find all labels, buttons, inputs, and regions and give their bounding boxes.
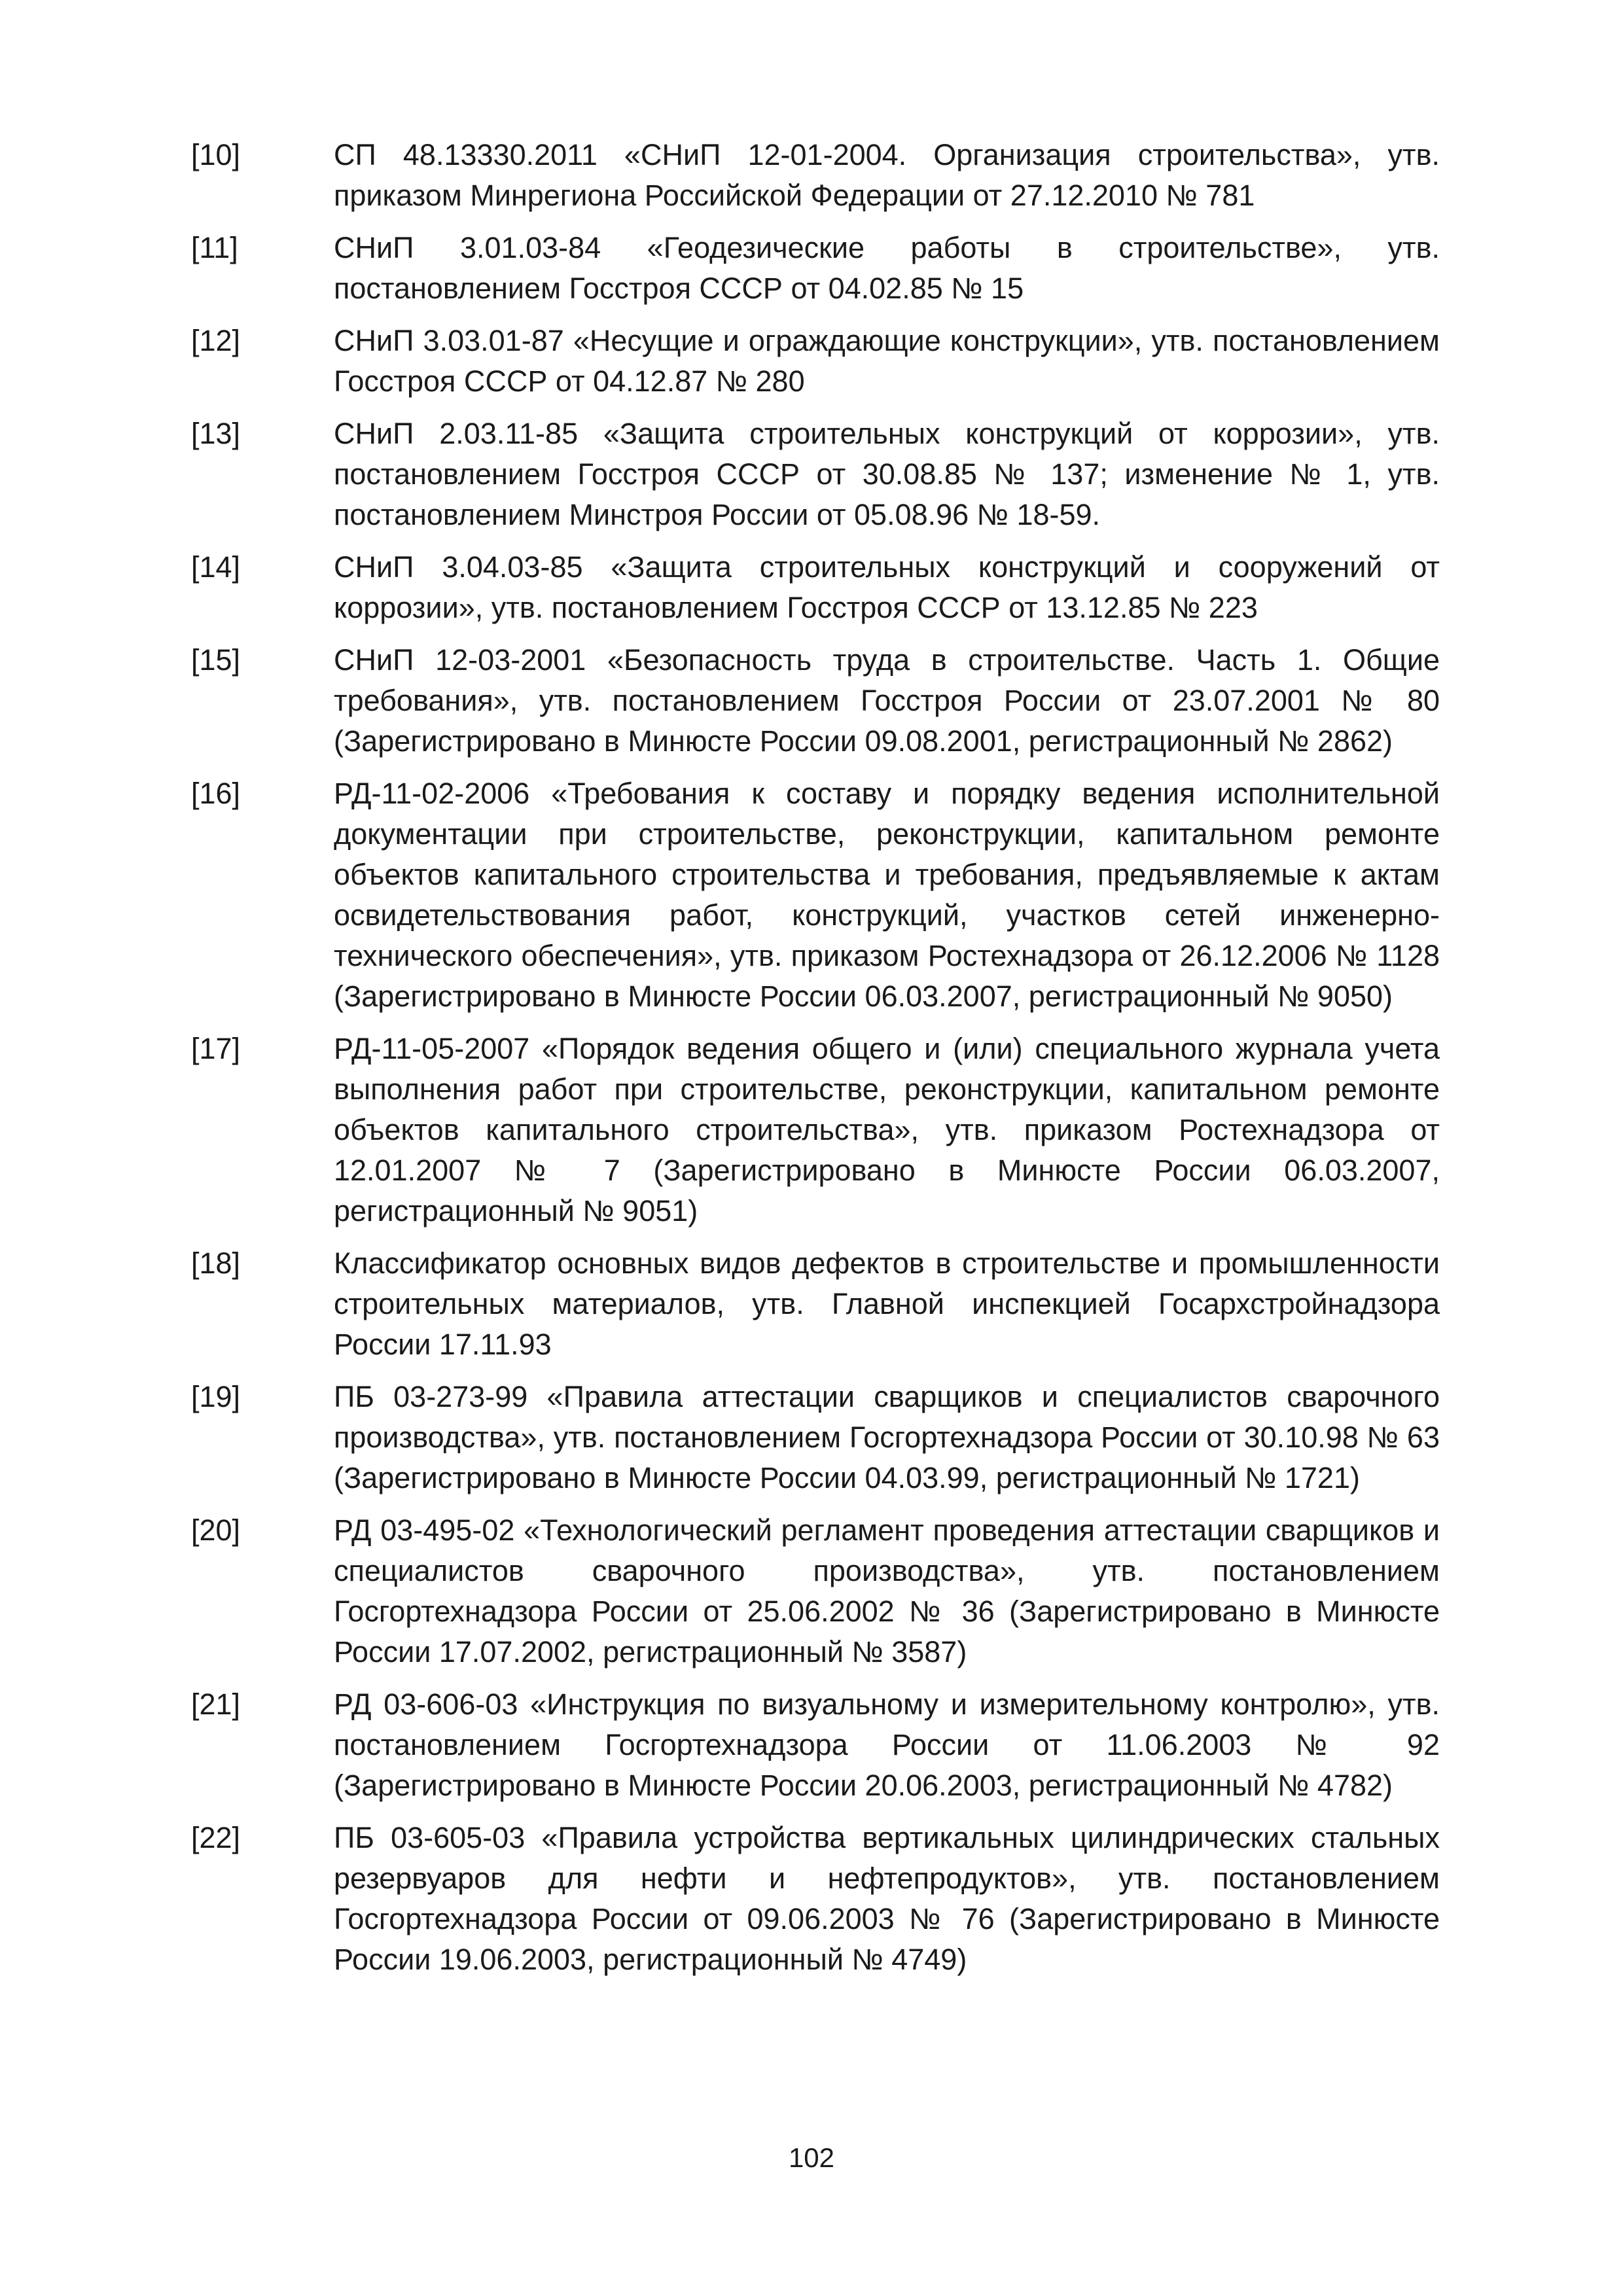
reference-text: РД-11-02-2006 «Требования к составу и порядку ведения исполнительной документации при строительстве, реконструкции, капитальном ремонте объектов капитального строительства и требования, предъявляемые к актам освидетельствования работ, конструкций, участков сетей инженерно-технического обеспечения», утв. приказом Ростехнадзора от 26.12.2006 № 1128 (Зарегистрировано в Минюсте России 06.03.2007, регистрационный № 9050)	[334, 777, 1440, 1013]
reference-number: [21]	[191, 1687, 241, 1721]
reference-number: [17]	[191, 1032, 241, 1065]
reference-item	[191, 1684, 1440, 1806]
page-number: 102	[788, 2142, 835, 2173]
reference-item	[191, 228, 1440, 309]
reference-number: [15]	[191, 643, 241, 677]
reference-number: [18]	[191, 1246, 241, 1280]
reference-item	[191, 1510, 1440, 1672]
reference-item	[191, 1243, 1440, 1365]
reference-list	[191, 135, 1440, 1992]
reference-item	[191, 321, 1440, 402]
reference-text: ПБ 03-273-99 «Правила аттестации сварщиков и специалистов сварочного производства», утв. постановлением Госгортехнадзора России от 30.10.98 № 63 (Зарегистрировано в Минюсте России 04.03.99, регистрационный № 1721)	[334, 1380, 1440, 1494]
reference-item	[191, 547, 1440, 628]
reference-number: [10]	[191, 138, 241, 171]
reference-text: СНиП 12-03-2001 «Безопасность труда в строительстве. Часть 1. Общие требования», утв. постановлением Госстроя России от 23.07.2001 № 80 (Зарегистрировано в Минюсте России 09.08.2001, регистрационный № 2862)	[334, 643, 1440, 758]
reference-item	[191, 773, 1440, 1017]
reference-text: СНиП 3.03.01-87 «Несущие и ограждающие конструкции», утв. постановлением Госстроя СССР от 04.12.87 № 280	[334, 324, 1440, 398]
reference-item	[191, 414, 1440, 535]
reference-number: [19]	[191, 1380, 241, 1413]
reference-text: ПБ 03-605-03 «Правила устройства вертикальных цилиндрических стальных резервуаров для нефти и нефтепродуктов», утв. постановлением Госгортехнадзора России от 09.06.2003 № 76 (Зарегистрировано в Минюсте России 19.06.2003, регистрационный № 4749)	[334, 1821, 1440, 1976]
reference-text: СНиП 3.04.03-85 «Защита строительных конструкций и сооружений от коррозии», утв. постановлением Госстроя СССР от 13.12.85 № 223	[334, 550, 1440, 624]
reference-number: [22]	[191, 1821, 241, 1854]
reference-text: СНиП 2.03.11-85 «Защита строительных конструкций от коррозии», утв. постановлением Госстроя СССР от 30.08.85 № 137; изменение № 1, утв. постановлением Минстроя России от 05.08.96 № 18-59.	[334, 417, 1440, 531]
reference-text: РД-11-05-2007 «Порядок ведения общего и (или) специального журнала учета выполнения работ при строительстве, реконструкции, капитальном ремонте объектов капитального строительства», утв. приказом Ростехнадзора от 12.01.2007 № 7 (Зарегистрировано в Минюсте России 06.03.2007, регистрационный № 9051)	[334, 1032, 1440, 1227]
reference-number: [11]	[191, 231, 238, 264]
reference-number: [20]	[191, 1513, 241, 1547]
reference-item	[191, 135, 1440, 216]
reference-number: [12]	[191, 324, 241, 357]
reference-number: [13]	[191, 417, 241, 450]
reference-text: СНиП 3.01.03-84 «Геодезические работы в строительстве», утв. постановлением Госстроя СССР от 04.02.85 № 15	[334, 231, 1440, 305]
reference-text: РД 03-606-03 «Инструкция по визуальному и измерительному контролю», утв. постановлением Госгортехнадзора России от 11.06.2003 № 92 (Зарегистрировано в Минюсте России 20.06.2003, регистрационный № 4782)	[334, 1687, 1440, 1802]
reference-text: СП 48.13330.2011 «СНиП 12-01-2004. Организация строительства», утв. приказом Минрегиона Российской Федерации от 27.12.2010 № 781	[334, 138, 1440, 212]
reference-text: Классификатор основных видов дефектов в строительстве и промышленности строительных материалов, утв. Главной инспекцией Госархстройнадзора России 17.11.93	[334, 1246, 1440, 1361]
reference-item	[191, 1818, 1440, 1980]
reference-number: [16]	[191, 777, 241, 810]
reference-item	[191, 1029, 1440, 1231]
reference-number: [14]	[191, 550, 241, 584]
reference-item	[191, 1377, 1440, 1498]
reference-item	[191, 640, 1440, 762]
reference-text: РД 03-495-02 «Технологический регламент проведения аттестации сварщиков и специалистов сварочного производства», утв. постановлением Госгортехнадзора России от 25.06.2002 № 36 (Зарегистрировано в Минюсте России 17.07.2002, регистрационный № 3587)	[334, 1513, 1440, 1669]
